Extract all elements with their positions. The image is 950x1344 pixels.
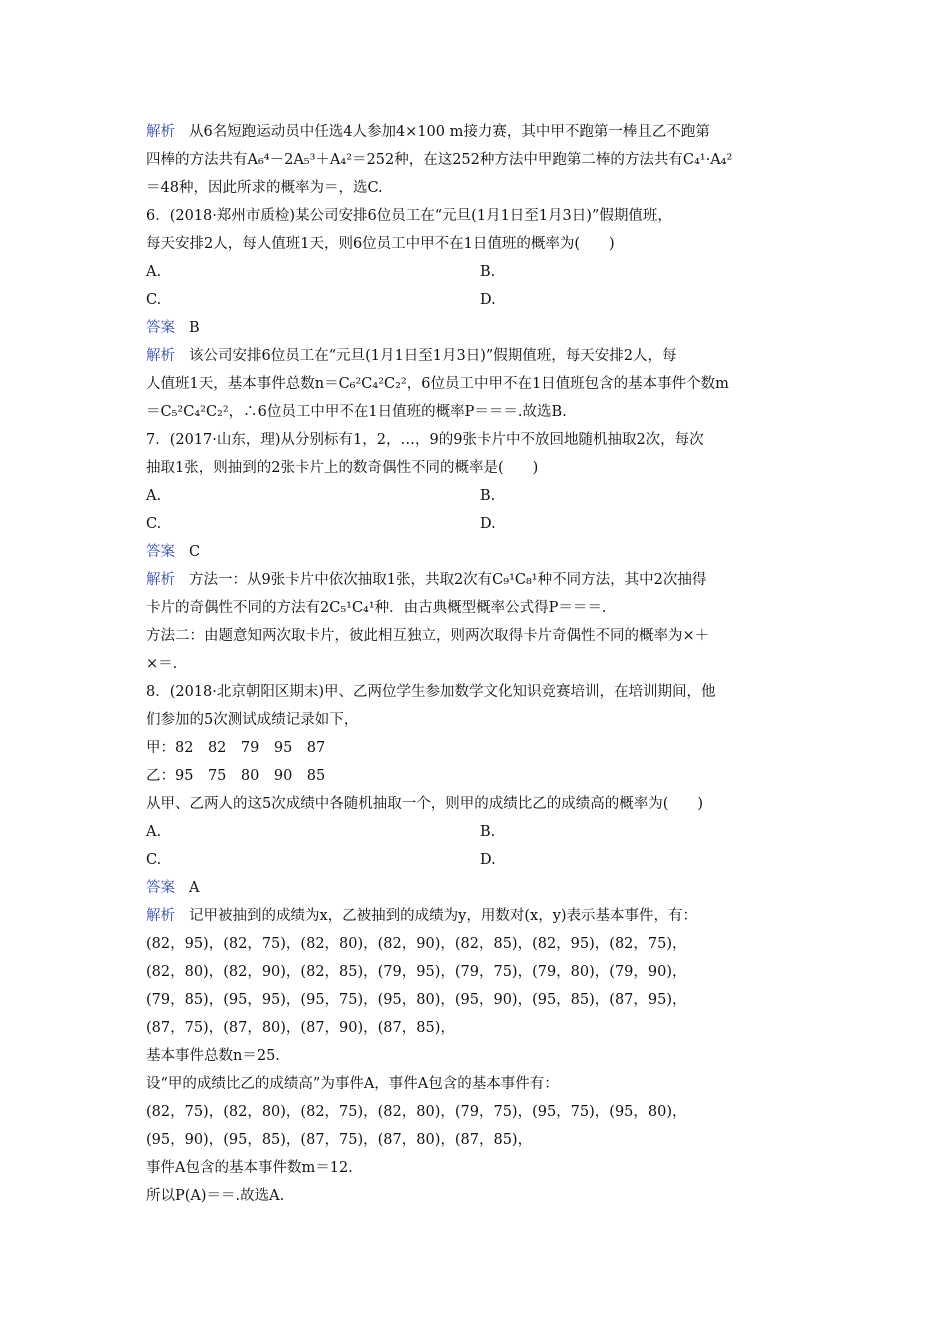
q7-option-d: D.	[480, 516, 496, 532]
q8-answer-value: A	[189, 880, 200, 896]
q8-option-d: D.	[480, 852, 496, 868]
q7-option-a: A.	[146, 488, 162, 504]
document-page	[146, 118, 814, 1210]
q8-solution-text: 记甲被抽到的成绩为x，乙被抽到的成绩为y，用数对(x，y)表示基本事件，有：	[189, 908, 698, 924]
q6-option-a: A.	[146, 264, 162, 280]
q8-scores-yi: 乙：95 75 80 90 85	[146, 768, 326, 784]
q8-solution-line-3: (82，80)，(82，90)，(82，85)，(79，95)，(79，75)，(79，80)，(79，90)，	[146, 964, 687, 980]
q6-solution-line-3: ＝C₅²C₄²C₂²，∴6位员工中甲不在1日值班的概率P＝＝＝.故选B.	[146, 404, 567, 420]
q6-options-row-1	[146, 258, 814, 286]
q6-option-d: D.	[480, 292, 496, 308]
q6-options-row-2	[146, 286, 814, 314]
q8-stem-line-2: 们参加的5次测试成绩记录如下，	[146, 712, 359, 728]
q5-solution-line-2: 四棒的方法共有A₆⁴－2A₅³＋A₄²＝252种，在这252种方法中甲跑第二棒的方法共有C₄¹·A₄²	[146, 152, 733, 168]
q7-stem-line-2: 抽取1张，则抽到的2张卡片上的数奇偶性不同的概率是( )	[146, 460, 539, 476]
solution-tag: 解析	[146, 348, 175, 364]
solution-tag: 解析	[146, 908, 175, 924]
q8-scores-jia: 甲：82 82 79 95 87	[146, 740, 326, 756]
q5-solution-text: 从6名短跑运动员中任选4人参加4×100 m接力赛，其中甲不跑第一棒且乙不跑第	[189, 124, 710, 140]
q8-solution-line-5: (87，75)，(87，80)，(87，90)，(87，85)，	[146, 1020, 455, 1036]
q8-option-b: B.	[480, 824, 496, 840]
q7-options-row-1	[146, 482, 814, 510]
q8-options-row-2	[146, 846, 814, 874]
q8-solution-line-9: (95，90)，(95，85)，(87，75)，(87，80)，(87，85)，	[146, 1132, 533, 1148]
q6-answer-value: B	[189, 320, 200, 336]
answer-tag: 答案	[146, 544, 175, 560]
q6-solution-text: 该公司安排6位员工在“元旦(1月1日至1月3日)”假期值班，每天安排2人，每	[189, 348, 677, 364]
q6-answer	[146, 314, 814, 342]
q8-option-c: C.	[146, 852, 162, 868]
q8-solution-line-4: (79，85)，(95，95)，(95，75)，(95，80)，(95，90)，(95，85)，(87，95)，	[146, 992, 687, 1008]
q7-options-row-2	[146, 510, 814, 538]
q5-solution-line-3: ＝48种，因此所求的概率为＝，选C.	[146, 180, 383, 196]
q6-stem-line-2: 每天安排2人，每人值班1天，则6位员工中甲不在1日值班的概率为( )	[146, 236, 615, 252]
q8-solution-line-6: 基本事件总数n＝25.	[146, 1048, 280, 1064]
q8-options-row-1	[146, 818, 814, 846]
q6-solution-line-2: 人值班1天，基本事件总数n＝C₆²C₄²C₂²，6位员工中甲不在1日值班包含的基本事件个数m	[146, 376, 729, 392]
solution-tag: 解析	[146, 572, 175, 588]
answer-tag: 答案	[146, 320, 175, 336]
q7-stem-line-1: 7．(2017·山东，理)从分别标有1，2，…，9的9张卡片中不放回地随机抽取2次，每次	[146, 432, 704, 448]
q7-solution-line-3: 方法二：由题意知两次取卡片，彼此相互独立，则两次取得卡片奇偶性不同的概率为×＋	[146, 628, 710, 644]
q5-solution-line-1	[146, 118, 814, 146]
q7-solution-line-2: 卡片的奇偶性不同的方法有2C₅¹C₄¹种．由古典概型概率公式得P＝＝＝.	[146, 600, 607, 616]
q8-solution-line-2: (82，95)，(82，75)，(82，80)，(82，90)，(82，85)，(82，95)，(82，75)，	[146, 936, 687, 952]
q6-option-c: C.	[146, 292, 162, 308]
q8-answer	[146, 874, 814, 902]
q8-stem-line-1: 8．(2018·北京朝阳区期末)甲、乙两位学生参加数学文化知识竞赛培训，在培训期间，他	[146, 684, 716, 700]
q8-solution-line-8: (82，75)，(82，80)，(82，75)，(82，80)，(79，75)，(95，75)，(95，80)，	[146, 1104, 687, 1120]
q7-solution-line-1	[146, 566, 814, 594]
solution-tag: 解析	[146, 124, 175, 140]
answer-tag: 答案	[146, 880, 175, 896]
q8-solution-line-10: 事件A包含的基本事件数m＝12.	[146, 1160, 353, 1176]
q8-solution-line-7: 设“甲的成绩比乙的成绩高”为事件A，事件A包含的基本事件有：	[146, 1076, 559, 1092]
q8-solution-line-11: 所以P(A)＝＝.故选A.	[146, 1188, 285, 1204]
q8-stem-line-5: 从甲、乙两人的这5次成绩中各随机抽取一个，则甲的成绩比乙的成绩高的概率为( )	[146, 796, 704, 812]
q7-option-c: C.	[146, 516, 162, 532]
q8-option-a: A.	[146, 824, 162, 840]
q7-solution-line-4: ×＝.	[146, 656, 178, 672]
q6-solution-line-1	[146, 342, 814, 370]
q7-answer-value: C	[189, 544, 201, 560]
q8-solution-line-1	[146, 902, 814, 930]
q7-option-b: B.	[480, 488, 496, 504]
q7-solution-text: 方法一：从9张卡片中依次抽取1张，共取2次有C₉¹C₈¹种不同方法，其中2次抽得	[189, 572, 707, 588]
q6-stem-line-1: 6．(2018·郑州市质检)某公司安排6位员工在“元旦(1月1日至1月3日)”假期值班，	[146, 208, 672, 224]
q6-option-b: B.	[480, 264, 496, 280]
q7-answer	[146, 538, 814, 566]
